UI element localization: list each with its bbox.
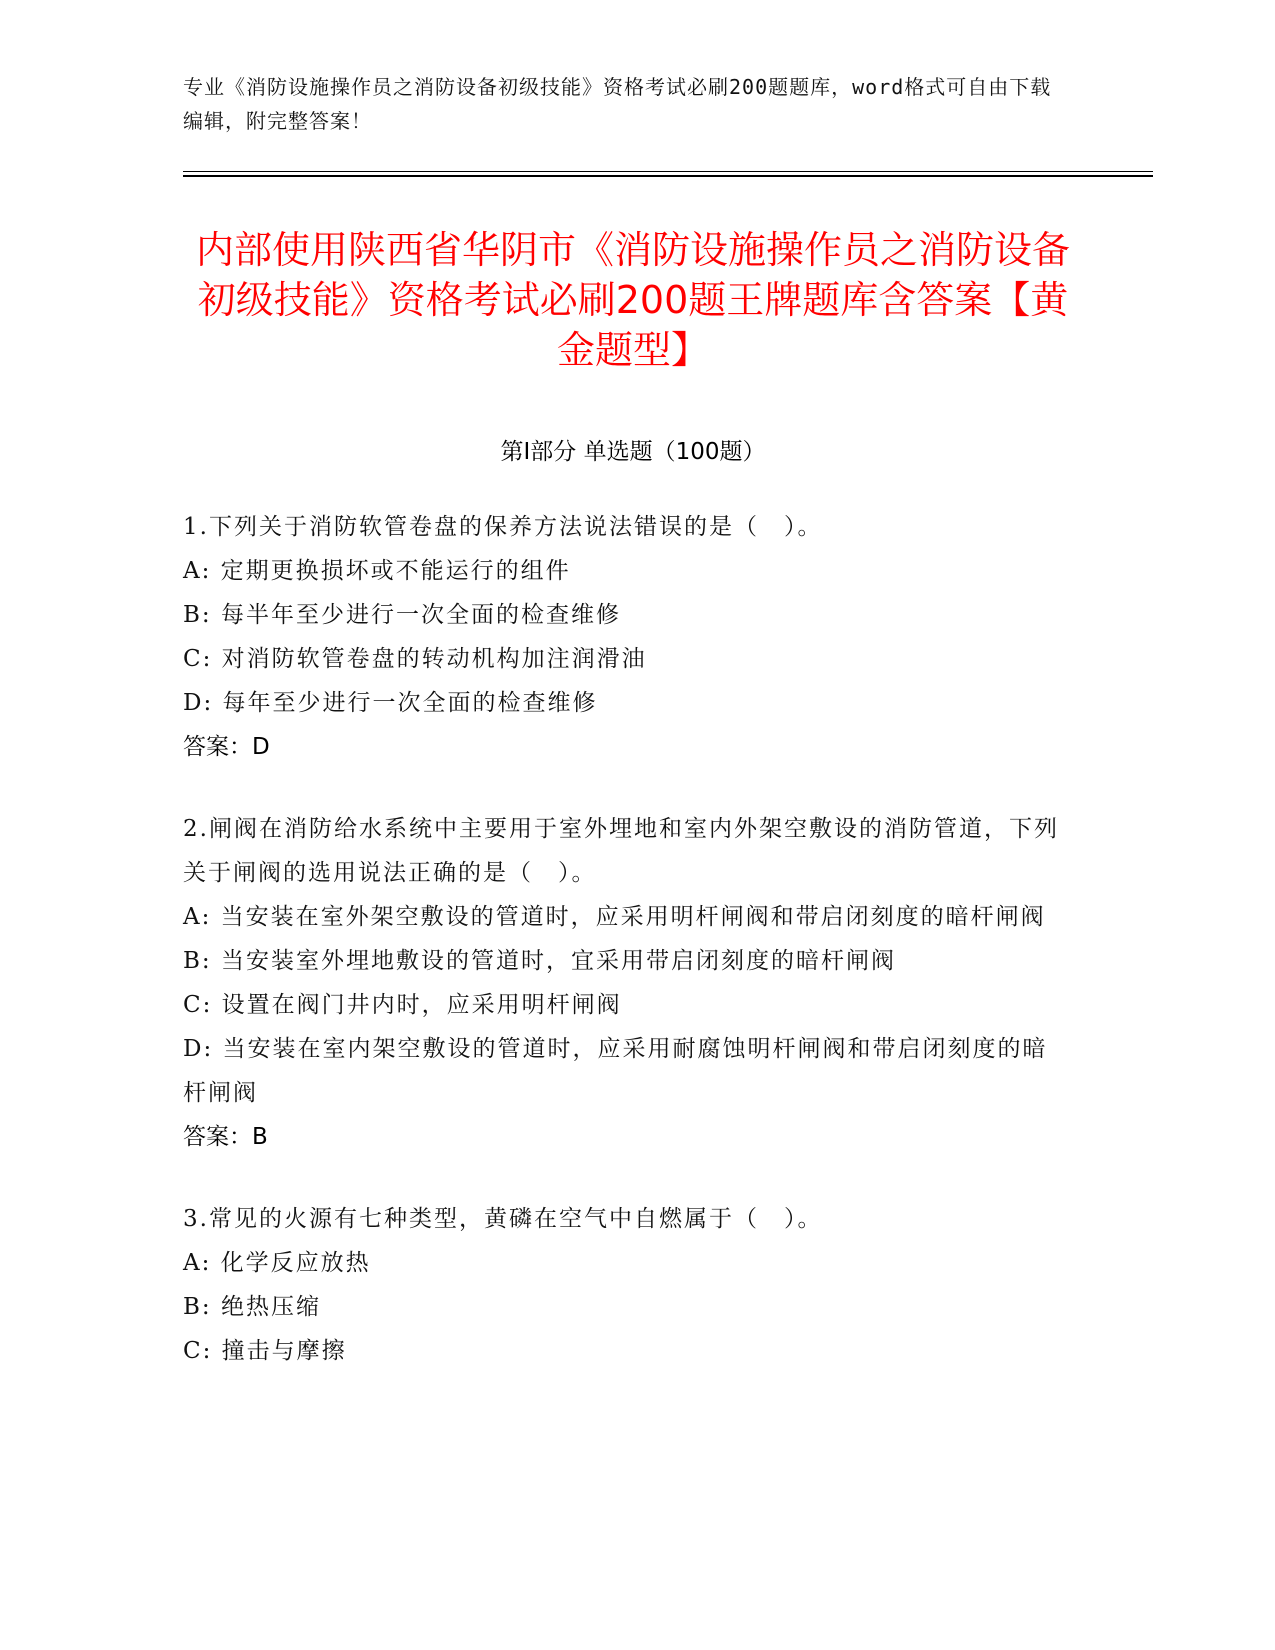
- header-rule-thick: [183, 175, 1153, 177]
- document-title: 内部使用陕西省华阴市《消防设施操作员之消防设备初级技能》资格考试必刷200题王牌题库含答案【黄金题型】: [195, 228, 1070, 372]
- option-c: C: 设置在阀门井内时，应采用明杆闸阀: [183, 992, 622, 1018]
- option-b: B: 每半年至少进行一次全面的检查维修: [183, 602, 621, 628]
- question-1: [183, 505, 1063, 769]
- option-c: C: 撞击与摩擦: [183, 1338, 347, 1364]
- question-list: [183, 505, 1063, 1411]
- option-c: C: 对消防软管卷盘的转动机构加注润滑油: [183, 646, 647, 672]
- option-b: B: 当安装室外埋地敷设的管道时，宜采用带启闭刻度的暗杆闸阀: [183, 948, 896, 974]
- question-stem: 1.下列关于消防软管卷盘的保养方法说法错误的是（ ）。: [183, 514, 823, 540]
- question-stem: 3.常见的火源有七种类型，黄磷在空气中自燃属于（ ）。: [183, 1206, 823, 1232]
- answer: 答案：B: [183, 1124, 268, 1150]
- option-a: A: 当安装在室外架空敷设的管道时，应采用明杆闸阀和带启闭刻度的暗杆闸阀: [183, 904, 1046, 930]
- option-b: B: 绝热压缩: [183, 1294, 321, 1320]
- section-title: 第Ⅰ部分 单选题（100题）: [500, 439, 766, 465]
- question-2: [183, 807, 1063, 1159]
- question-stem: 2.闸阀在消防给水系统中主要用于室外埋地和室内外架空敷设的消防管道，下列关于闸阀的选用说法正确的是（ ）。: [183, 816, 1059, 886]
- question-3: [183, 1197, 1063, 1373]
- answer: 答案：D: [183, 734, 270, 760]
- header-rule-thin: [183, 171, 1153, 172]
- header-note: 专业《消防设施操作员之消防设备初级技能》资格考试必刷200题题库，word格式可自由下载编辑，附完整答案！: [183, 75, 1052, 133]
- option-a: A: 定期更换损坏或不能运行的组件: [183, 558, 571, 584]
- option-d: D: 当安装在室内架空敷设的管道时，应采用耐腐蚀明杆闸阀和带启闭刻度的暗杆闸阀: [183, 1036, 1048, 1106]
- option-d: D: 每年至少进行一次全面的检查维修: [183, 690, 598, 716]
- option-a: A: 化学反应放热: [183, 1250, 371, 1276]
